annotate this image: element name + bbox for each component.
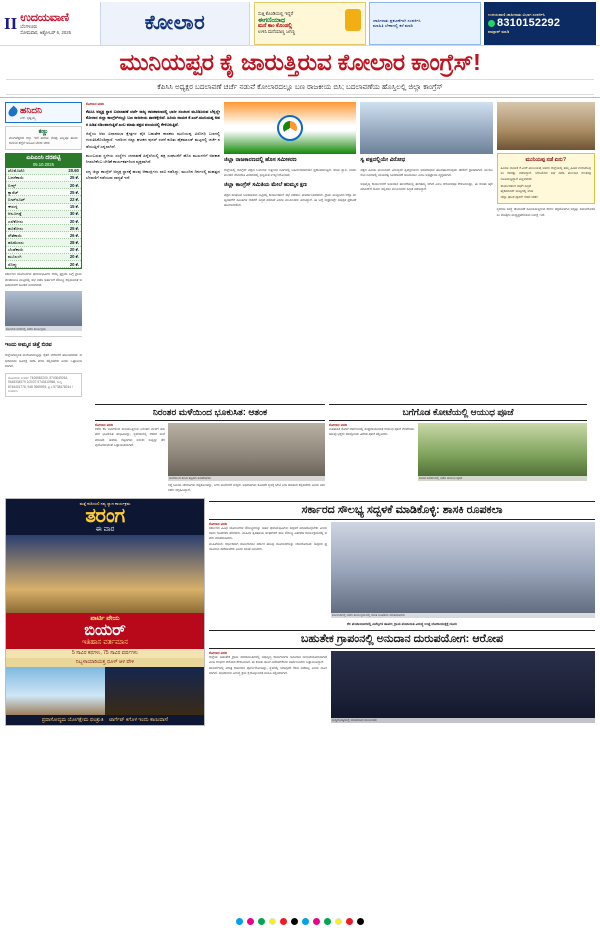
row-item: ಬೀನ್ಸ್ [8, 182, 17, 188]
ad-bottom-right-photo [105, 667, 204, 715]
column-sidebar [5, 102, 82, 397]
highlight-box [497, 153, 595, 205]
row-item: ಕ್ಯಾರೆಟ್ [8, 189, 19, 195]
row-item: ಹಸಿಮೆಣಸು [8, 240, 24, 246]
rain-body-2: ರಸ್ತೆ ಬದಿಯ ಚರಂಡಿಗಳು ಕಟ್ಟಿಕೊಂಡಿದ್ದು, ನೀರು ಮನೆಗಳಿಗೆ ನುಗ್ಗಿದೆ. ಅಧಿಕಾರಿಗಳು ಕೂಡಲೇ ಸ್ಥಳಕ್ಕೆ ಭೇಟಿ ನೀಡಿ ಪರಿಹಾರ ಕಲ್ಪಿಸಬೇಕು ಎಂದು ನಾಗರಿಕರು ಆಗ್ರಹಿಸಿದ್ದಾರೆ. [168, 482, 325, 493]
ad-gold-line2: ಈಗಣಿಯಾಧ [258, 16, 286, 24]
row-item: ಬೀಟ್‌ರೂಟ್ [8, 196, 26, 202]
ad-blue-line1: ಜಾಹೀರಾತು ಪ್ರಕಟಣೆಗಾಗಿ ಸಂಪರ್ಕಿಸಿ [373, 17, 421, 23]
table-row [6, 218, 81, 225]
highlight-box-title: ಮುನಿಯಪ್ಪ ನಡೆ ಏನು? [525, 156, 567, 163]
hanidani-box [5, 102, 82, 123]
person-figure-icon [345, 9, 361, 31]
congress-flag-photo [224, 102, 356, 154]
masthead-ads [250, 2, 596, 45]
row-item: ಬೆಂಡೆಕಾಯಿ [8, 247, 24, 253]
ad-hero-photo [6, 535, 204, 613]
pooja-story-title: ಬಗೆಗೊಡ ಕೋಟೆಯಲ್ಲಿ ಆಯುಧ ಪೂಜೆ [329, 404, 587, 421]
ad-gold-line1: ಸುತ್ತಿ ಕೊಂಡಿಯಲ್ಲಿ ಇದ್ದರೆ [258, 11, 294, 17]
allegation-byline: ಕೋಲಾರ ವರದಿ [209, 650, 228, 655]
column-three [224, 102, 356, 397]
table-row [6, 204, 81, 211]
row-item: ಆಲೂಗಡ್ಡೆ [8, 211, 22, 217]
table-row [6, 261, 81, 268]
highlight-bullet-2: ಹೈಕಮಾಂಡ್ ಮಟ್ಟದಲ್ಲಿ ಲಾಬಿ [500, 189, 534, 194]
ad-bottom-left-photo [6, 667, 105, 715]
row-item: ಎಲೆಕೋಸು [8, 218, 24, 224]
color-dot [280, 918, 287, 925]
column-five [497, 102, 595, 397]
table-row [6, 196, 81, 203]
mid-band [0, 401, 600, 494]
whatsapp-icon [488, 20, 495, 27]
ayudha-pooja-photo [418, 423, 587, 481]
ad-footer-left: ಪ್ರವಾಸೋದ್ಯಮ ಯೋಗಕ್ಷೇಮ ಫಲಶ್ರುತಿ [41, 716, 104, 723]
lead-paragraph: ಕೆಪಿಸಿಸಿ ಅಧ್ಯಕ್ಷ ಸ್ಥಾನ ಬದಲಾವಣೆ ಚರ್ಚೆ ರಾಜ್ಯ ರಾಜಕಾರಣದಲ್ಲಿ ಭಾರೀ ಸಂಚಲನ ಮೂಡಿಸಿರುವ ಬೆನ್ನಲ್ಲೇ ಕೋಲಾರ ಜಿಲ್ಲಾ ಕಾಂಗ್ರೆಸ್‌ನಲ್ಲೂ ಬಣ ರಾಜಕೀಯ ತಾರಕಕ್ಕೇರಿದೆ. ಹಿರಿಯ ನಾಯಕ ಕೆ.ಎಚ್.ಮುನಿಯಪ್ಪ ಅವರ ಹಿಡಿತ ಸಡಿಲವಾಗುತ್ತಿದೆ ಎಂಬ ಮಾತು ಪಕ್ಷದ ವಲಯದಲ್ಲಿ ಕೇಳಿಬರುತ್ತಿದೆ. [85, 108, 220, 127]
main-columns [0, 98, 600, 397]
table-row [6, 239, 81, 246]
row-price: 20 ಕೆ. [69, 247, 79, 253]
ad-blue-line2: ಮಾಹಿತಿ ಬೇಕಾದಲ್ಲಿ ಕರೆ ಮಾಡಿ [373, 22, 413, 28]
col3-body-2: ಪಕ್ಷದ ಸಂಘಟನೆ ಬಲಪಡಿಸುವ ನಿಟ್ಟಿನಲ್ಲಿ ಕಾರ್ಯಕರ್ತರ ಸಭೆ ನಡೆಸಲು ತೀರ್ಮಾನಿಸಲಾಗಿದೆ. ಗ್ರಾಮ ಮಟ್ಟದಿಂದ ಜಿಲ್ಲಾ ಮಟ್ಟದವರೆಗೆ ಸಮಿತಿಗಳ ರಚನೆಗೆ ಸಿದ್ಧತೆ ನಡೆದಿದೆ ಎಂದು ಮುಖಂಡರು ತಿಳಿಸಿದ್ದಾರೆ. ಈ ಬಗ್ಗೆ ಶೀಘ್ರದಲ್ಲೇ ಅಧಿಕೃತ ಪ್ರಕಟಣೆ ಹೊರಬೀಳಲಿದೆ. [224, 192, 357, 208]
govt-meeting-photo [331, 522, 595, 618]
ad-mid [6, 613, 204, 649]
rain-story [95, 401, 325, 494]
row-item: ಹೂಕೋಸು [8, 225, 24, 231]
rain-story-title: ನಿರಂತರ ಮಳೆಯಿಂದ ಭೂಕುಸಿತ: ಆತಂಕ [95, 404, 325, 421]
color-dot [346, 918, 353, 925]
poem-box [5, 126, 82, 150]
tharanga-beer-ad[interactable] [5, 498, 205, 726]
row-price: 30 ಕೆ. [69, 211, 79, 217]
row-price: 26 ಕೆ. [69, 232, 79, 238]
ad-navy-phone[interactable] [484, 2, 596, 45]
col5-body-2: ಸ್ಥಳೀಯ ಸಂಸ್ಥೆ ಚುನಾವಣೆ ಸಮೀಪಿಸುತ್ತಿರುವ ಕಾರಣ ಪಕ್ಷದೊಳಗಿನ ಬಿಕ್ಕಟ್ಟು ಶಮನಗೊಳಿಸಲು ವರಿಷ್ಠರು ಮಧ್ಯಪ್ರವೇಶಿಸುವ ನಿರೀಕ್ಷೆ ಇದೆ. [496, 207, 595, 217]
lower-band [0, 498, 600, 726]
masthead-logo[interactable] [4, 2, 100, 45]
rain-body: ಕಳೆದ ಕೆಲ ದಿನಗಳಿಂದ ಸುರಿಯುತ್ತಿರುವ ನಿರಂತರ ಮಳೆಗೆ ಹಲವೆಡೆ ಭೂಕುಸಿತ ಸಂಭವಿಸಿದ್ದು, ಸ್ಥಳೀಯರಲ್ಲಿ ಆತಂಕ ಮನೆ ಮಾಡಿದೆ. ಹಳೆಯ ಕಟ್ಟಡಗಳು ಬಿರುಕು ಬಿಟ್ಟಿದ್ದು ತೆರವುಗೊಳಿಸುವಂತೆ ಒತ್ತಾಯಿಸಲಾಗಿದೆ. [95, 426, 165, 447]
row-price: 20 ಕೆ. [69, 218, 79, 224]
color-dot [357, 918, 364, 925]
color-dot [302, 918, 309, 925]
photo-caption: ಕೋಲಾರದಲ್ಲಿ ನಡೆದ ಕಾರ್ಯಕ್ರಮದಲ್ಲಿ ಶಾಸಕಿ ರೂಪಕಲಾ ಮಾತನಾಡಿದರು [331, 613, 595, 618]
row-price: 20 ಕೆ. [69, 261, 79, 267]
page-title: ಮುನಿಯಪ್ಪರ ಕೈ ಜಾರುತ್ತಿರುವ ಕೋಲಾರ ಕಾಂಗ್ರೆಸ್! [119, 49, 481, 75]
pooja-body: ಐತಿಹಾಸಿಕ ಕೋಟೆ ಆವರಣದಲ್ಲಿ ಸಂಪ್ರದಾಯದಂತೆ ಆಯುಧ ಪೂಜೆ ನೆರವೇರಿತು. ಹಲವು ಭಕ್ತರು ಪಾಲ್ಗೊಂಡು ವಿಶೇಷ ಪೂಜೆ ಸಲ್ಲಿಸಿದರು. [329, 426, 415, 437]
ad-navy-line2: ವಾಟ್ಸಾಪ್ ಮಾಡಿ [488, 28, 510, 34]
color-dot [324, 918, 331, 925]
table-row [6, 168, 81, 175]
table-row [6, 175, 81, 182]
row-item: ಈರುಳ್ಳಿ [8, 204, 18, 210]
row-item: ಸೊಪ್ಪು [8, 261, 17, 267]
brand-name: ಉದಯವಾಣಿ [20, 11, 69, 24]
color-dot [269, 918, 276, 925]
col3-body-1: ಜಿಲ್ಲೆಯಲ್ಲಿ ಕಾಂಗ್ರೆಸ್ ಪಕ್ಷದ ಒಳಜಗಳ ಇತ್ತೀಚಿನ ದಿನಗಳಲ್ಲಿ ಬಹಿರಂಗವಾಗಿಯೇ ಪ್ರಕಟವಾಗುತ್ತಿದೆ. ಸಚಿವ ಸ್ಥಾನ, ನಿಗಮ ಮಂಡಳಿ ನೇಮಕಾತಿ ವಿಚಾರದಲ್ಲಿ ಭಿನ್ನಮತ ಉಲ್ಬಣಗೊಂಡಿದೆ. [224, 167, 357, 178]
contact-block: ಜಾಹೀರಾತು ಸಂಪರ್ಕ 7406962200, 9743049264, 9448334979 1/2007-9743410966, ಸುದ್ದಿ 8746401778, 948 3965993, ಪ್ರ.ಕ 9738478244 / ಸಂಪರ್ಕಿಸಿ [5, 373, 82, 397]
table-row [6, 182, 81, 189]
brand-subtitle: ಬೆಂಗಳೂರು [20, 23, 38, 29]
color-dot [291, 918, 298, 925]
color-dot [335, 918, 342, 925]
allegation-body: ಜಿಲ್ಲೆಯ ಬಹುತೇಕ ಗ್ರಾಮ ಪಂಚಾಯಿತಿಗಳಲ್ಲಿ ಅಭಿವೃದ್ಧಿ ಕಾಮಗಾರಿಗಳ ಅನುದಾನ ದುರುಪಯೋಗವಾಗಿದೆ ಎಂಬ ಗಂಭೀರ ಆರೋಪ ಕೇಳಿಬಂದಿದೆ. ಈ ಕುರಿತು ತನಿಖೆ ನಡೆಸಬೇಕೆಂದು ಸಾರ್ವಜನಿಕರು ಒತ್ತಾಯಿಸಿದ್ದಾರೆ. [209, 654, 327, 665]
highlight-box-body: ಹಿರಿಯ ನಾಯಕ ಕೆ.ಎಚ್.ಮುನಿಯಪ್ಪ ಅವರು ಜಿಲ್ಲೆಯಲ್ಲಿ ತಮ್ಮ ಹಿಡಿತ ಉಳಿಸಿಕೊಳ್ಳಲು ಕಸರತ್ತು ನಡೆಸಿದ್ದಾರೆ. ಬೆಂಬಲಿಗರ ಸಭೆ ನಡೆಸಿ ಮುಂದಿನ ರಣತಂತ್ರ ರೂಪಿಸುತ್ತಿದ್ದಾರೆ ಎನ್ನಲಾಗಿದೆ. [500, 165, 591, 181]
table-row [6, 225, 81, 232]
table-row [6, 211, 81, 218]
ad-footer-right: ಟಾರ್ಗೆಟ್ ಕಿಗೊಳ ಇಂದು ಕಾಣುವಾಸ! [109, 716, 169, 723]
col4-subhead-1: ಸ್ವ ಪಕ್ಷದಲ್ಲಿಯೇ ವಿರೋಧ [360, 156, 406, 163]
ad-blue[interactable] [369, 2, 481, 45]
ad-kicker: ಮತ್ತೆ ಕುಡಿಯಲಿ ನವ್ಯ ಸ್ವಾದ ಕಾರ್ಯಕ್ರಮ [79, 500, 131, 506]
row-item: ಟೊಮೊಟೊ [8, 168, 25, 174]
govt-body-2: ಮಹಿಳೆಯರು ಆರ್ಥಿಕವಾಗಿ ಸಬಲರಾಗಲು ಸರ್ಕಾರ ಹಲವು ಯೋಜನೆಗಳನ್ನು ಜಾರಿಗೊಳಿಸಿದೆ. ಅವುಗಳ ಪ್ರಯೋಜನ ಪಡೆಯಬೇಕು ಎಂದು ಸಲಹೆ ನೀಡಿದರು. [209, 541, 327, 552]
ad-footer [6, 715, 204, 725]
row-price: 20 ಕೆ. [69, 182, 79, 188]
table-row [6, 247, 81, 254]
col3-subhead-1: ಜಿಲ್ಲಾ ರಾಜಕಾರಣದಲ್ಲಿ ಹೊಸ ಸಮೀಕರಣ [224, 156, 297, 163]
color-dot [236, 918, 243, 925]
byline: ಕೋಲಾರ ವರದಿ [85, 101, 105, 106]
publication-date: ಸೋಮವಾರ, ಅಕ್ಟೋಬರ್ 6, 2025 [20, 29, 72, 35]
table-row [6, 254, 81, 261]
ad-note-2: ನಿಬ್ಬಳಾಯಾರಿಯತ್ತ ಧೂಳ್ ಆಳ ಪೇಳಿ [6, 658, 204, 667]
sidebar-mid-text: ಸರ್ಕಾರದ ಯೋಜನೆಗಳ ಫಲಾನುಭವಿಗಳ ಆಯ್ಕೆ ಪ್ರಕ್ರಿಯೆ ಬಗ್ಗೆ ಗ್ರಾಮ ಪಂಚಾಯಿತಿ ಮಟ್ಟದಲ್ಲಿ ಸಭೆ ನಡೆಸಿ ಅರ್ಹರಿಗೆ ಸೌಲಭ್ಯ ಕಲ್ಪಿಸುವಂತೆ ಅಧಿಕಾರಿಗಳಿಗೆ ಸೂಚನೆ ನೀಡಲಾಗಿದೆ. [5, 272, 82, 288]
table-row [6, 232, 81, 239]
col3-subhead-2: ಜಿಲ್ಲಾ ಕಾಂಗ್ರೆಸ್ ಸಮಿತಿಯ ಮೇಲೆ ಹುಮ್ಮಸ ಕ್ಷಣ [224, 181, 308, 188]
ad-top [6, 499, 204, 535]
highlight-bullet-1: ಕಾರ್ಯಕರ್ತರ ಸಭೆಗೆ ಸಿದ್ಧತೆ [500, 184, 531, 189]
allegation-body-2: ದಾಖಲೆಗಳಲ್ಲಿ ಮಾತ್ರ ಕಾಮಗಾರಿ ಪೂರ್ಣಗೊಂಡಿದ್ದು, ಸ್ಥಳದಲ್ಲಿ ಯಾವುದೇ ಕೆಲಸ ನಡೆದಿಲ್ಲ ಎಂದು ದೂರಲಾಗಿದೆ. ಅಧಿಕಾರಿಗಳ ವಿರುದ್ಧ ಕ್ರಮ ಕೈಗೊಳ್ಳುವಂತೆ ಮನವಿ ಸಲ್ಲಿಸಲಾಗಿದೆ. [209, 665, 327, 676]
row-price: 28 ಕೆ. [69, 240, 79, 246]
phone-number-text: 8310152292 [497, 17, 561, 30]
rain-byline: ಕೋಲಾರ ವರದಿ [95, 422, 114, 427]
photo-caption: ಕೋಲಾರ ನಗರದಲ್ಲಿ ನಡೆದ ಕಾರ್ಯಕ್ರಮ [5, 326, 82, 331]
allegation-title: ಬಹುತೇಕ ಗ್ರಾಪಂನಲ್ಲಿ ಅನುದಾನ ದುರುಪಯೋಗ: ಆರೋಪ [209, 630, 595, 649]
lead-paragraph-2: ಜಿಲ್ಲೆಯ ಆರು ವಿಧಾನಸಭಾ ಕ್ಷೇತ್ರಗಳ ಪೈಕಿ ಬಹುತೇಕ ಶಾಸಕರು ಮುನಿಯಪ್ಪ ವಿರೋಧಿ ಬಣದಲ್ಲಿ ಗುರುತಿಸಿಕೊಂಡಿದ್ದಾರೆ. ಇದರಿಂದ ಜಿಲ್ಲಾ ಘಟಕದ ಪುನರ್ ರಚನೆ ಕುರಿತು ಹೈಕಮಾಂಡ್ ಮಟ್ಟದಲ್ಲಿ ಚರ್ಚೆ ನಡೆಯುತ್ತಿದೆ ಎನ್ನಲಾಗಿದೆ. [85, 130, 220, 149]
phone-number[interactable] [488, 17, 592, 29]
logo-mark-icon: II [4, 14, 18, 33]
ad-note: 5 ಸಾವಿರ ಕಥಗಳು, 75 ಸಾವಿರ ವರ್ಷಗಳು [6, 649, 204, 658]
ad-mid-line3: ಇತಿಹಾಸ ವರ್ತಮಾನ [81, 638, 129, 646]
col4-body-1: ಪಕ್ಷದ ಹಿರಿಯ ಮುಖಂಡರ ವಿರುದ್ಧವೇ ಸ್ವಪಕ್ಷೀಯರು ಅಸಮಾಧಾನ ಹೊರಹಾಕಿರುವುದು ಚರ್ಚೆಗೆ ಗ್ರಾಸವಾಗಿದೆ. ಮುಂಬರುವ ದಿನಗಳಲ್ಲಿ ನಾಯಕತ್ವ ಬದಲಾವಣೆ ಅನಿವಾರ್ಯ ಎಂಬ ಅಭಿಪ್ರಾಯ ವ್ಯಕ್ತವಾಗಿದೆ. [360, 167, 493, 178]
photo-caption: ಮಳೆಯಿಂದ ಕುಸಿದ ಕಟ್ಟಡದ ಅವಶೇಷಗಳು [168, 476, 325, 481]
ad-navy-line1: ಉದಯವಾಣಿ ಜಾಹೀರಾತು ವಿಭಾಗ ಸಂಪರ್ಕಿಸಿ [488, 12, 546, 18]
sidebar-small-text: ಜಿಲ್ಲೆಯಾದ್ಯಂತ ಮಳೆಯಾಗುತ್ತಿದ್ದು ರೈತರ ಬೆಳೆಗಳಿಗೆ ಹಾನಿಯಾಗಿದೆ. ಅಧಿಕಾರಿಗಳು ಸಮೀಕ್ಷೆ ನಡೆಸಿ ವರದಿ ಸಲ್ಲಿಸಬೇಕು ಎಂದು ಒತ್ತಾಯಿಸಲಾಗಿದೆ. [5, 353, 82, 369]
color-dot [247, 918, 254, 925]
row-item: ಬದನೆಕಾಯಿ [8, 175, 24, 181]
ad-subtitle: ಈ ವಾರ [95, 525, 115, 533]
poem-text: ಮುಗಿಲೆತ್ತರದ ಕಣ್ಣು ಇದೆ ಹಳೆಯ ನೆನಪು ಎಲ್ಲವೂ ಹಸಿರು ಕಾಣುವ ಕಣ್ಣಿಗೆ ಅರಿವಿನ ಬೆಳಕು ಬೇಕು [9, 135, 78, 146]
column-lead-story [86, 102, 220, 397]
ad-bottom-images [6, 667, 204, 715]
edition-name [100, 2, 250, 45]
landslide-photo [168, 423, 325, 481]
highlight-bullet-3: ಜಿಲ್ಲಾ ಘಟಕ ಪುನರ್ ರಚನೆ ಚರ್ಚೆ [500, 194, 539, 199]
water-drop-icon [7, 106, 20, 119]
ad-mid-line2: ಬಿಯರ್ [84, 621, 126, 639]
row-price: 22 ಕೆ. [69, 196, 79, 202]
pooja-byline: ಕೋಲಾರ ವರದಿ [329, 422, 348, 427]
price-table-title: ಎಪಿಎಂಸಿ ದರಪಟ್ಟಿ [26, 154, 61, 161]
masthead [0, 0, 600, 46]
price-table-header [6, 154, 81, 168]
col4-body-2: ಅಭಿವೃದ್ಧಿ ಕಾರ್ಯಗಳಿಗೆ ಅನುದಾನ ಹಂಚಿಕೆಯಲ್ಲಿ ತಾರತಮ್ಯ ಆಗಿದೆ ಎಂಬ ಆರೋಪವೂ ಕೇಳಿಬಂದಿದ್ದು, ಈ ಕುರಿತು ಹೈಕಮಾಂಡ್‌ಗೆ ದೂರು ಸಲ್ಲಿಸಲು ಮುಖಂಡರು ಸಿದ್ಧತೆ ನಡೆಸಿದ್ದಾರೆ. [360, 181, 493, 192]
row-price: 25 ಕೆ. [69, 175, 79, 181]
edition-label: ಕೋಲಾರ [144, 12, 206, 34]
ad-title: ತರಂಗ [85, 504, 125, 527]
ad-gold-line3: ಮನೆ ಕಾಂ ಕೊಂಡಲ್ಲಿ [258, 23, 293, 30]
color-dot [258, 918, 265, 925]
pooja-story [329, 401, 587, 494]
sidebar-photo [5, 291, 82, 331]
row-price: 20 ಕೆ. [69, 254, 79, 260]
row-item: ಮೂಲಂಗಿ [8, 254, 22, 260]
lead-headline-block [0, 46, 600, 98]
lead-paragraph-3: ಮುಂಬರುವ ಸ್ಥಳೀಯ ಸಂಸ್ಥೆಗಳ ಚುನಾವಣೆ ಹಿನ್ನೆಲೆಯಲ್ಲಿ ಪಕ್ಷ ಸಂಘಟನೆಗೆ ಹೊಸ ಮುಖಗಳಿಗೆ ಅವಕಾಶ ನೀಡಬೇಕೆಂಬ ಬೇಡಿಕೆ ಕಾರ್ಯಕರ್ತರಿಂದ ವ್ಯಕ್ತವಾಗಿದೆ. [85, 153, 220, 165]
govt-story-title: ಸರ್ಕಾರದ ಸೌಲಭ್ಯ ಸದ್ಬಳಕೆ ಮಾಡಿಕೊಳ್ಳಿ: ಶಾಸಕಿ ರೂಪಕಲಾ [209, 501, 595, 520]
color-dot [313, 918, 320, 925]
leader-portrait-photo [360, 102, 492, 154]
table-row [6, 189, 81, 196]
lower-right-column [209, 498, 595, 723]
apmc-price-table [5, 153, 82, 270]
muniyappa-portrait-photo [497, 102, 595, 150]
column-four [360, 102, 492, 397]
row-item: ಸೌತೆಕಾಯಿ [8, 232, 23, 238]
govt-body: ಸರ್ಕಾರದ ವಿವಿಧ ಯೋಜನೆಗಳ ಸೌಲಭ್ಯಗಳನ್ನು ಅರ್ಹ ಫಲಾನುಭವಿಗಳು ಸದ್ಬಳಕೆ ಮಾಡಿಕೊಳ್ಳಬೇಕು ಎಂದು ಶಾಸಕಿ ರೂಪಕಲಾ ಹೇಳಿದರು. ಮಹಿಳಾ ಸ್ವಸಹಾಯ ಸಂಘಗಳಿಗೆ ಸಾಲ ಸೌಲಭ್ಯ ವಿತರಣಾ ಕಾರ್ಯಕ್ರಮದಲ್ಲಿ ಅವರು ಮಾತನಾಡಿದರು. [209, 525, 327, 541]
row-price: 25 ಕೆ. [69, 225, 79, 231]
hanidani-title: ಹನಿದನಿ [20, 104, 43, 115]
ad-gold-line4: ಉಳಿಸಿ ಮನೆಯಾಣ್ಣ ಜಗಣ್ಣ [258, 29, 296, 35]
allegation-kicker: ಕೆಲ ಪಂಚಾಯಿತಿಗಳಲ್ಲಿ ಏಜೆನ್ಸಿಗಳ ಹಾವಳಿ; ಗ್ರಾಮ ಪಂಚಾಯಿತಿ ವಿರುದ್ಧ ಉಚ್ಚ ಲೋಕಾಯುಕ್ತಕ್ಕೆ ದೂರು [347, 621, 457, 626]
mid-band-left-gap [5, 401, 91, 494]
lead-subhead: ಕೆಪಿಸಿಸಿ ಅಧ್ಯಕ್ಷರ ಬದಲಾವಣೆ ಚರ್ಚೆ ನಡುವೆ ಕೋಲಾರದಲ್ಲೂ ಬಣ ರಾಜಕೀಯ ಬಿಸಿ; ಬದಲಾವಣೆಯ ಹೊಸ್ತಿಲಲ್ಲಿ ಜಿಲ್ಲಾ ಕಾಂಗ್ರೆಸ್ [6, 79, 594, 95]
photo-caption: ಕೋಟೆ ಆವರಣದಲ್ಲಿ ನಡೆದ ಆಯುಧ ಪೂಜೆ [418, 476, 587, 481]
ad-mid-line1: ಪಾರ್ಟಿ ಪೇಯ [90, 614, 120, 622]
lead-paragraph-4: ಸದ್ಯ ಜಿಲ್ಲಾ ಕಾಂಗ್ರೆಸ್ ಅಧ್ಯಕ್ಷ ಸ್ಥಾನಕ್ಕೆ ಹಲವು ಆಕಾಂಕ್ಷಿಗಳು ಲಾಬಿ ನಡೆಸಿದ್ದು, ಮುಂದಿನ ದಿನಗಳಲ್ಲಿ ಮಹತ್ವದ ಬೆಳವಣಿಗೆ ನಡೆಯುವ ಸಾಧ್ಯತೆ ಇದೆ. [85, 168, 220, 181]
color-registration-bar [0, 916, 600, 926]
sidebar-small-headline: ಇಂದು ಅಮ್ಮನ ಚಿತ್ತೆ ಬಿರವ [5, 342, 52, 349]
poem-title: ಕಣ್ಣು [38, 128, 49, 135]
hanidani-author: ಎಸ್. ಕೃಷ್ಣಯ್ಯ [20, 115, 36, 120]
row-price: 20.60 [68, 168, 79, 174]
row-price: 25 ಕೆ. [69, 189, 79, 195]
congress-hand-logo-icon [277, 115, 303, 141]
photo-caption: ಸುದ್ದಿಗೋಷ್ಠಿಯಲ್ಲಿ ಮಾತನಾಡಿದ ಮುಖಂಡರು [331, 718, 595, 723]
govt-byline: ಕೋಲಾರ ವರದಿ [209, 521, 228, 526]
price-table-date: 05.10.2025 [32, 161, 54, 167]
press-meet-photo [331, 651, 595, 723]
row-price: 15 ಕೆ. [69, 204, 79, 210]
ad-gold[interactable] [254, 2, 366, 45]
